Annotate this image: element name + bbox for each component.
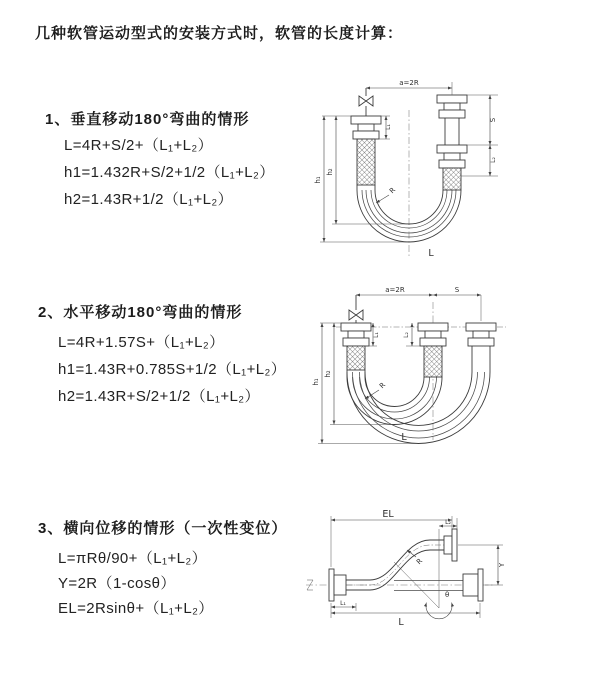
dim-label-l1: L₁ <box>340 600 346 607</box>
dim-label-l1: L₁ <box>385 124 392 130</box>
hose-u-bend-position-1 <box>347 377 442 425</box>
dim-label-a2r: a=2R <box>385 286 405 294</box>
section-1-heading: 1、垂直移动180°弯曲的情形 <box>45 111 250 128</box>
formula-line: Y=2R（1-cosθ） <box>58 575 176 592</box>
dim-label-l2: L₂ <box>445 519 451 526</box>
formula-line: L=πRθ/90+（L₁+L₂） <box>58 550 207 567</box>
dim-label-length: L <box>428 248 434 259</box>
formula-line: L=4R+1.57S+（L₁+L₂） <box>58 334 225 351</box>
dim-label-s: S <box>489 117 497 123</box>
formula-line: h2=1.43R+S/2+1/2（L₁+L₂） <box>58 388 260 405</box>
dim-label-h2: h₂ <box>324 370 332 378</box>
formula-line: h1=1.43R+0.785S+1/2（L₁+L₂） <box>58 361 287 378</box>
dim-label-h1: h₁ <box>312 378 320 386</box>
formula-line: L=4R+S/2+（L₁+L₂） <box>64 137 214 154</box>
dim-label-s: S <box>454 286 460 294</box>
right-fitting <box>466 323 496 372</box>
diagram-vertical-bend-180 <box>310 68 600 263</box>
dim-label-h1: h₁ <box>314 176 322 184</box>
dim-label-y: Y <box>498 562 506 568</box>
formula-line: h1=1.432R+S/2+1/2（L₁+L₂） <box>64 164 275 181</box>
angle-construction <box>394 529 452 619</box>
section-2-heading: 2、水平移动180°弯曲的情形 <box>38 304 243 321</box>
dim-label-h2: h₂ <box>326 168 334 176</box>
dim-label-a2r: a=2R <box>399 79 419 87</box>
formula-line: EL=2Rsinθ+（L₁+L₂） <box>58 600 214 617</box>
dim-label-length: L <box>401 432 407 443</box>
dim-label-l1: L₁ <box>373 332 380 338</box>
left-flange <box>329 569 346 601</box>
hose-u-bend-position-2 <box>347 372 490 444</box>
dim-label-theta: θ <box>445 591 450 599</box>
left-fitting <box>351 116 381 190</box>
dim-label-radius: R <box>388 186 398 196</box>
valve-icon <box>349 295 363 323</box>
middle-fitting <box>418 323 448 377</box>
dim-label-el: EL <box>382 509 394 520</box>
diagram-horizontal-bend-180 <box>308 282 600 457</box>
valve-icon <box>359 88 373 116</box>
formula-line: h2=1.43R+1/2（L₁+L₂） <box>64 191 234 208</box>
dim-label-radius: R <box>415 557 425 567</box>
diagram-lateral-displacement <box>298 505 600 640</box>
dim-label-l2: L₂ <box>403 332 410 338</box>
dim-label-length: L <box>398 617 404 628</box>
dim-label-l2: L₂ <box>490 157 497 163</box>
left-fitting <box>341 323 371 377</box>
dim-label-radius: R <box>378 381 388 391</box>
section-3-heading: 3、横向位移的情形（一次性变位） <box>38 520 288 537</box>
page-title: 几种软管运动型式的安装方式时，软管的长度计算： <box>35 25 404 42</box>
